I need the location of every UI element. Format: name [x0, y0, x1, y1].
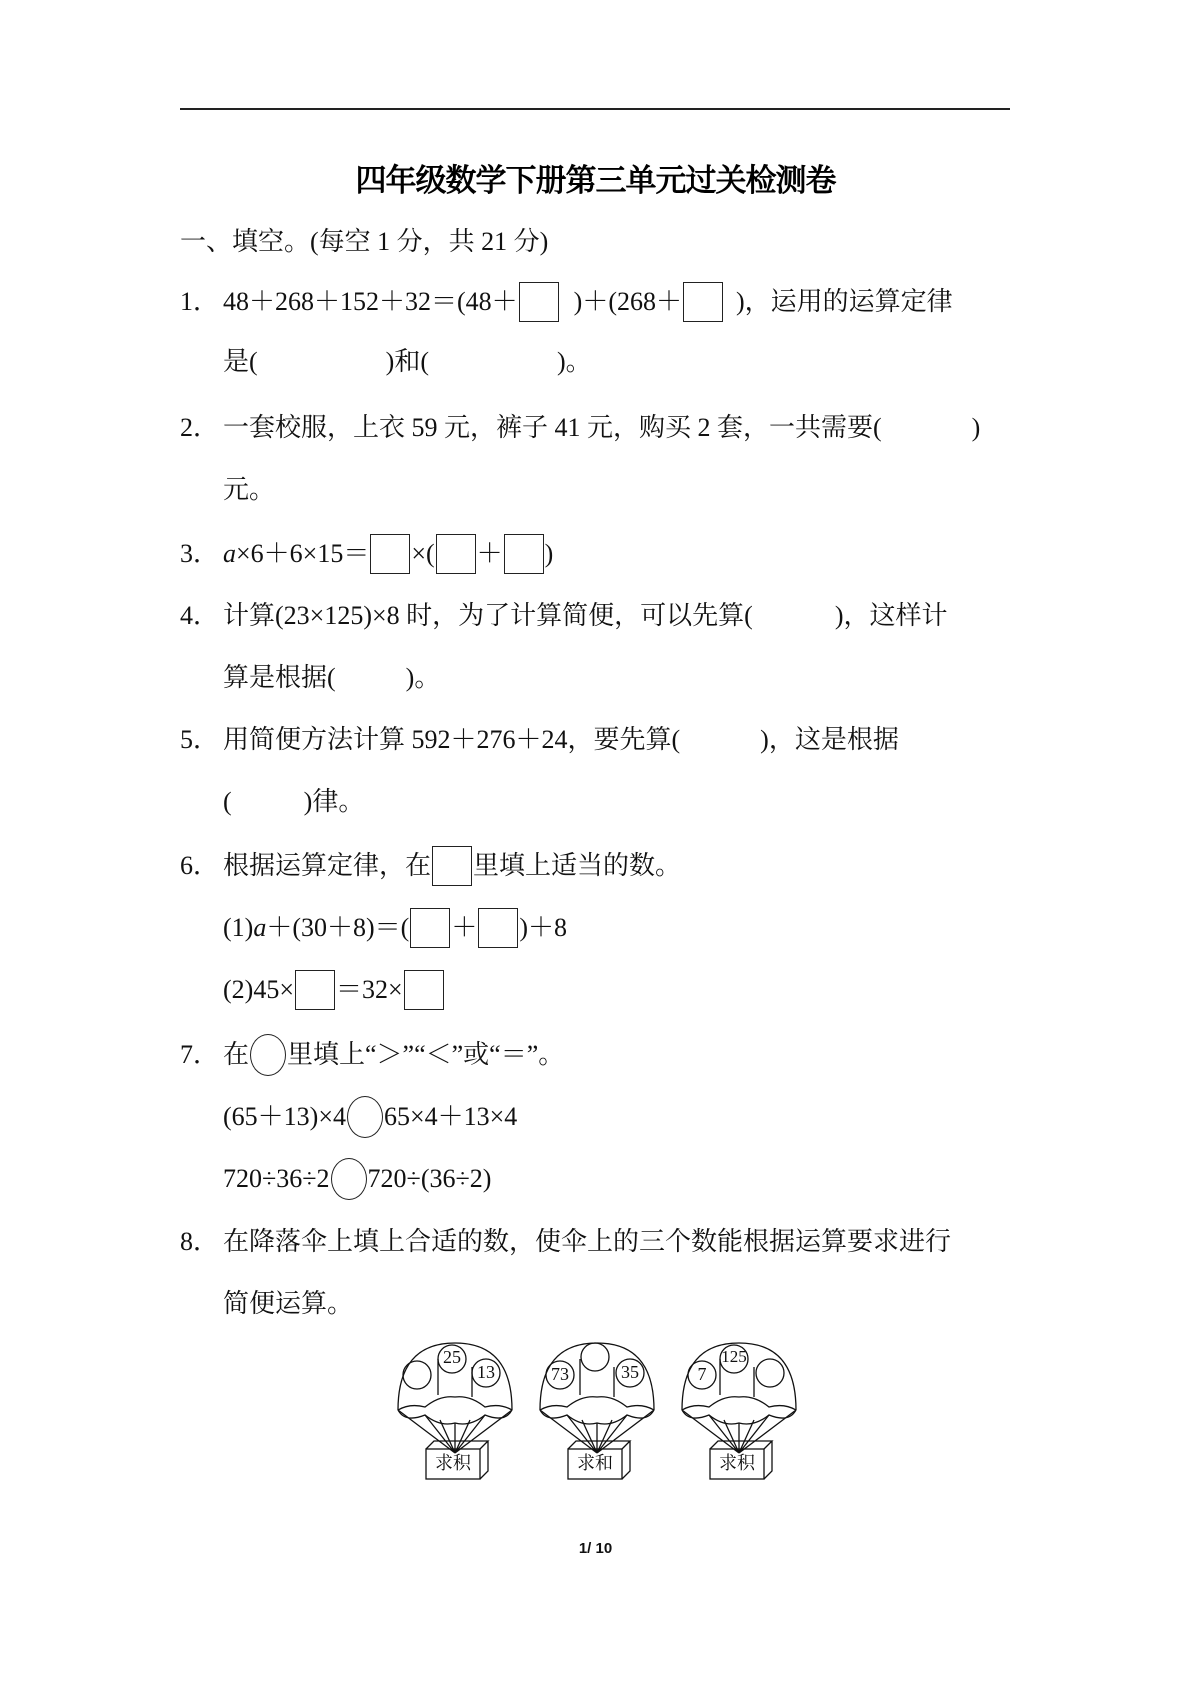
answer-box[interactable] — [504, 534, 544, 574]
question-2: 2． 一套校服，上衣 59 元，裤子 41 元，购买 2 套，一共需要( ) — [180, 413, 981, 442]
question-2-line-2: 元。 — [223, 475, 276, 504]
section-heading: 一、填空。(每空 1 分，共 21 分) — [180, 227, 549, 256]
question-4: 4． 计算(23×125)×8 时，为了计算简便，可以先算( )，这样计 — [180, 601, 948, 630]
compare-circle[interactable] — [331, 1158, 367, 1200]
example-circle-icon — [250, 1034, 286, 1076]
question-8-line-2: 简便运算。 — [223, 1289, 354, 1318]
compare-circle[interactable] — [347, 1096, 383, 1138]
answer-box[interactable] — [436, 534, 476, 574]
parachute-1: 25 13 求积 — [390, 1335, 520, 1485]
question-5: 5． 用简便方法计算 592＋276＋24，要先算( )，这是根据 — [180, 725, 899, 754]
question-7-row-2: 720÷36÷2 720÷(36÷2) — [223, 1158, 491, 1200]
answer-box[interactable] — [410, 908, 450, 948]
question-1-line-2: 是( )和( )。 — [223, 347, 592, 376]
question-7-row-1: (65＋13)×4 65×4＋13×4 — [223, 1096, 517, 1138]
parachute-2: 73 35 求和 — [532, 1335, 662, 1485]
parachute-3: 7 125 求积 — [674, 1335, 804, 1485]
question-6-sub-2: (2)45× ＝32× — [223, 970, 445, 1010]
page-number: 1/ 10 — [578, 1540, 613, 1557]
parachute-figure — [390, 1335, 810, 1485]
question-6: 6． 根据运算定律，在 里填上适当的数。 — [180, 846, 681, 886]
answer-box[interactable] — [295, 970, 335, 1010]
question-1: 1． 48＋268＋152＋32＝(48＋ )＋(268＋ )，运用的运算定律 — [180, 282, 953, 322]
answer-box[interactable] — [478, 908, 518, 948]
crate-label: 求积 — [719, 1453, 755, 1474]
question-5-line-2: ( )律。 — [223, 787, 365, 816]
answer-box[interactable] — [519, 282, 559, 322]
header-rule — [180, 108, 1010, 110]
question-8: 8． 在降落伞上填上合适的数，使伞上的三个数能根据运算要求进行 — [180, 1227, 952, 1256]
example-box-icon — [432, 846, 472, 886]
question-4-line-2: 算是根据( )。 — [223, 663, 441, 692]
answer-box[interactable] — [683, 282, 723, 322]
crate-label: 求和 — [577, 1453, 613, 1474]
crate-label: 求积 — [435, 1453, 471, 1474]
question-7: 7． 在 里填上“＞”“＜”或“＝”。 — [180, 1034, 564, 1076]
page-title: 四年级数学下册第三单元过关检测卷 — [355, 163, 836, 199]
answer-box[interactable] — [404, 970, 444, 1010]
question-3: 3． a ×6＋6×15＝ ×( ＋ ) — [180, 534, 553, 574]
question-6-sub-1: (1) a ＋(30＋8)＝( ＋ )＋8 — [223, 908, 567, 948]
answer-box[interactable] — [370, 534, 410, 574]
